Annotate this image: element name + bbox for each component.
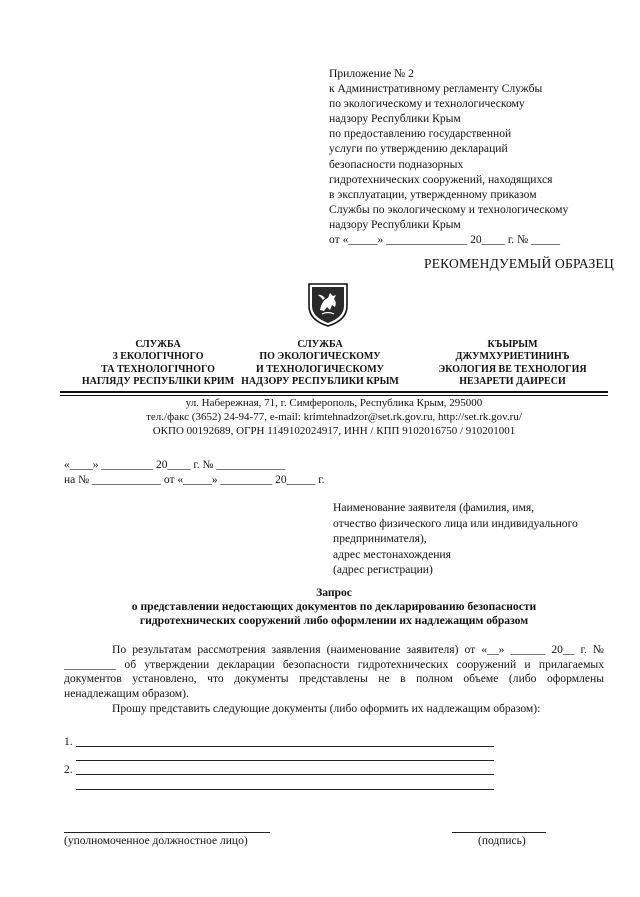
- contact-block: [60, 396, 608, 438]
- recipient-line: (адрес регистрации): [333, 563, 433, 576]
- appendix-block: [329, 66, 629, 247]
- org-name-crimean-tatar: КЪЫРЫМ ДЖУМХУРИЕТИНИНЪ ЭКОЛОГИЯ ВЕ ТЕХНОЛОГИЯ НЕЗАРЕТИ ДАИРЕСИ: [438, 339, 587, 388]
- recipient-line: адрес местонахождения: [333, 547, 451, 561]
- official-signature-line: [64, 832, 270, 833]
- doc-subtitle-2: гидротехнических сооружений либо оформлении их надлежащим образом: [139, 614, 529, 627]
- list-item-1-number: 1.: [64, 736, 73, 748]
- list-item-2-line-2: [76, 789, 494, 790]
- list-item-2-number: 2.: [64, 764, 73, 776]
- phone-email: тел./факс (3652) 24-94-77, e-mail: krimtehnadzor@set.rk.gov.ru, http://set.rk.gov.ru/: [146, 411, 522, 423]
- body-paragraph: По результатам рассмотрения заявления (наименование заявителя) от «__» ______ 20__ г. № _________ об утверждении декларации безопасности гидротехнических сооружений и прилагаемых документов установлено, что документы представлены не в полном объеме (либо оформлены ненадлежащим образом).: [64, 643, 604, 700]
- incoming-reference: на № ____________ от «_____» _________ 20_____ г.: [64, 474, 325, 486]
- appendix-line: к Административному регламенту Службы: [329, 82, 543, 96]
- doc-subtitle-1: о представлении недостающих документов по декларированию безопасности: [131, 600, 537, 613]
- outgoing-reference: «____» _________ 20____ г. № ____________: [64, 459, 286, 471]
- doc-title: Запрос: [316, 586, 352, 599]
- sample-label: РЕКОМЕНДУЕМЫЙ ОБРАЗЕЦ: [424, 256, 614, 271]
- appendix-line: по предоставлению государственной: [329, 127, 512, 141]
- appendix-line: услуги по утверждению деклараций: [329, 142, 508, 156]
- registration-codes: ОКПО 00192689, ОГРН 1149102024917, ИНН / КПП 9102016750 / 910201001: [152, 425, 516, 437]
- official-label: (уполномоченное должностное лицо): [64, 835, 248, 847]
- appendix-line: Приложение № 2: [329, 67, 414, 80]
- recipient-line: Наименование заявителя (фамилия, имя,: [333, 501, 535, 514]
- header-divider: [60, 391, 608, 393]
- org-name-ukrainian: СЛУЖБА З ЕКОЛОГІЧНОГО ТА ТЕХНОЛОГІЧНОГО НАГЛЯДУ РЕСПУБЛІКИ КРИМ: [81, 339, 235, 388]
- appendix-line: надзору Республики Крым: [329, 112, 461, 126]
- appendix-line: Службы по экологическому и технологическому: [329, 202, 569, 216]
- recipient-line: предпринимателя),: [333, 532, 427, 545]
- appendix-line: безопасности подназорных: [329, 157, 464, 171]
- list-item-1-line: [76, 746, 494, 747]
- request-line: Прошу представить следующие документы (либо оформить их надлежащим образом):: [112, 702, 541, 715]
- recipient-block: [333, 500, 578, 578]
- list-item-2-line: [76, 774, 494, 775]
- signature-line: [452, 832, 546, 833]
- appendix-line: от «_____» ______________ 20____ г. № _____: [329, 233, 561, 247]
- recipient-line: отчество физического лица или индивидуального: [333, 516, 578, 530]
- signature-label: (подпись): [478, 835, 526, 847]
- org-name-russian: СЛУЖБА ПО ЭКОЛОГИЧЕСКОМУ И ТЕХНОЛОГИЧЕСКОМУ НАДЗОРУ РЕСПУБЛИКИ КРЫМ: [241, 339, 399, 388]
- address: ул. Набережная, 71, г. Симферополь, Республика Крым, 295000: [185, 397, 483, 409]
- appendix-line: по экологическому и технологическому: [329, 97, 525, 111]
- crimea-emblem-icon: [306, 280, 350, 328]
- appendix-line: гидротехнических сооружений, находящихся: [329, 172, 553, 186]
- list-item-1-line-2: [76, 760, 494, 761]
- appendix-line: надзору Республики Крым: [329, 217, 461, 231]
- appendix-line: в эксплуатации, утвержденному приказом: [329, 187, 537, 201]
